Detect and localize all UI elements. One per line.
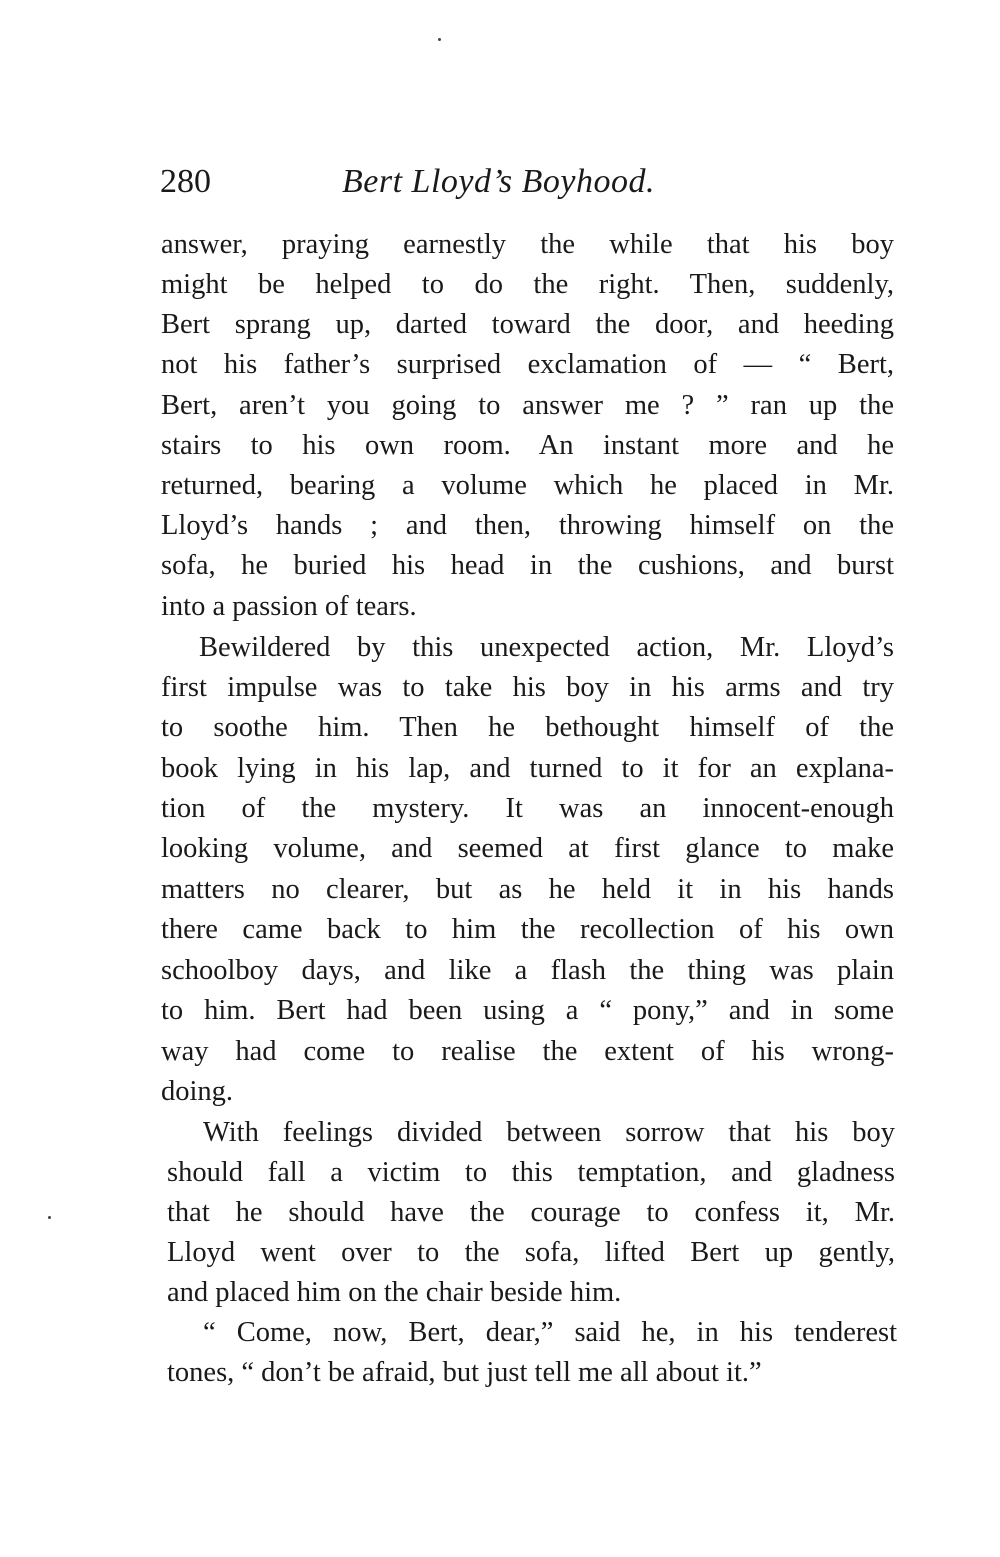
text-line: first impulse was to take his boy in his arms and try bbox=[161, 672, 894, 703]
ink-speck bbox=[438, 38, 441, 41]
text-line: Bewildered by this unexpected action, Mr. Lloyd’s bbox=[199, 632, 894, 663]
text-line: Lloyd went over to the sofa, lifted Bert up gently, bbox=[167, 1237, 895, 1268]
text-line: to him. Bert had been using a “ pony,” and in some bbox=[161, 995, 894, 1026]
text-line: matters no clearer, but as he held it in his hands bbox=[161, 874, 894, 905]
text-line: to soothe him. Then he bethought himself of the bbox=[161, 712, 894, 743]
text-line: tion of the mystery. It was an innocent-enough bbox=[161, 793, 894, 824]
text-line: With feelings divided between sorrow that his boy bbox=[203, 1117, 895, 1148]
text-line: there came back to him the recollection of his own bbox=[161, 914, 894, 945]
page-header bbox=[160, 158, 900, 206]
text-line: book lying in his lap, and turned to it for an explana- bbox=[161, 753, 894, 784]
text-line: doing. bbox=[161, 1076, 234, 1107]
text-line: tones, “ don’t be afraid, but just tell me all about it.” bbox=[167, 1357, 762, 1388]
text-line: Bert sprang up, darted toward the door, and heeding bbox=[161, 309, 894, 340]
text-line: way had come to realise the extent of his wrong- bbox=[161, 1036, 894, 1067]
text-line: sofa, he buried his head in the cushions, and burst bbox=[161, 550, 894, 581]
text-line: that he should have the courage to confess it, Mr. bbox=[167, 1197, 895, 1228]
text-line: stairs to his own room. An instant more and he bbox=[161, 430, 894, 461]
text-line: answer, praying earnestly the while that his boy bbox=[161, 229, 894, 260]
text-line: Bert, aren’t you going to answer me ? ” ran up the bbox=[161, 390, 894, 421]
text-line: Lloyd’s hands ; and then, throwing himself on the bbox=[161, 510, 894, 541]
text-line: schoolboy days, and like a flash the thing was plain bbox=[161, 955, 894, 986]
text-line: looking volume, and seemed at first glance to make bbox=[161, 833, 894, 864]
page-number: 280 bbox=[160, 163, 211, 200]
ink-speck bbox=[48, 1216, 51, 1219]
text-line: should fall a victim to this temptation, and gladness bbox=[167, 1157, 895, 1188]
text-line: returned, bearing a volume which he placed in Mr. bbox=[161, 470, 894, 501]
text-line: “ Come, now, Bert, dear,” said he, in his tenderest bbox=[203, 1317, 897, 1348]
text-line: not his father’s surprised exclamation of — “ Bert, bbox=[161, 349, 894, 380]
text-line: might be helped to do the right. Then, suddenly, bbox=[161, 269, 894, 300]
text-line: and placed him on the chair beside him. bbox=[167, 1277, 622, 1308]
running-title: Bert Lloyd’s Boyhood. bbox=[342, 163, 656, 200]
text-line: into a passion of tears. bbox=[161, 591, 417, 622]
